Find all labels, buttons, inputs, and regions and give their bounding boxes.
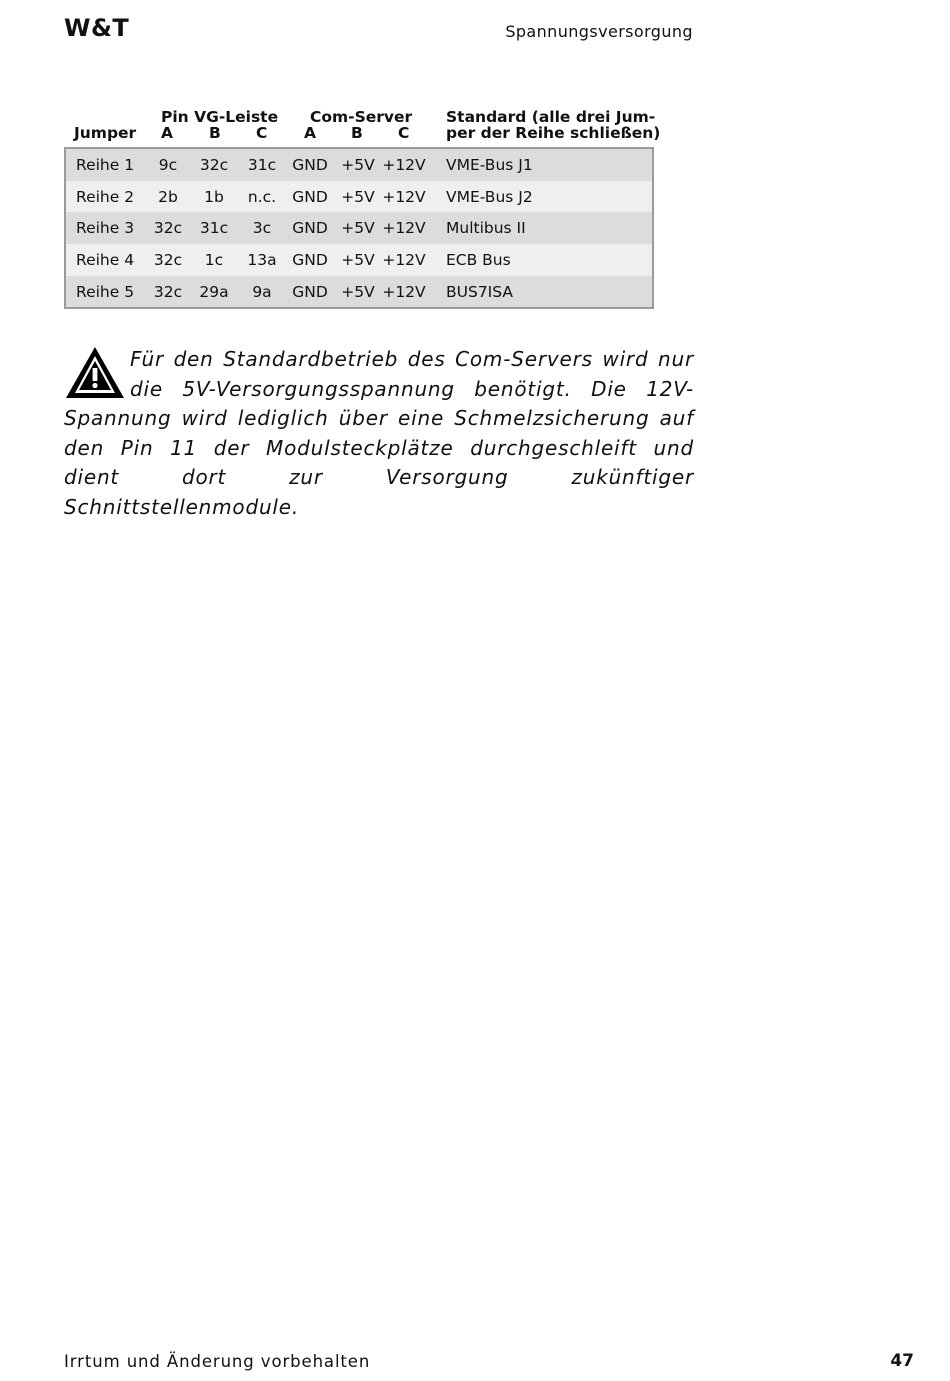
table-row (66, 276, 652, 308)
header-col-b: B (209, 124, 221, 142)
warning-icon (64, 345, 126, 401)
cell-b: 32c (199, 156, 229, 174)
cell-c: 3c (252, 219, 272, 238)
cell-server-c: +12V (382, 187, 426, 206)
cell-jumper: Reihe 4 (76, 251, 135, 270)
cell-standard: VME-Bus J1 (446, 156, 533, 174)
cell-server-a: GND (292, 282, 328, 301)
cell-a: 32c (153, 282, 183, 301)
cell-server-c: +12V (382, 282, 426, 301)
cell-c: 31c (247, 156, 277, 174)
cell-c: n.c. (247, 187, 277, 206)
section-title: Spannungsversorgung (505, 22, 693, 41)
cell-c: 13a (247, 251, 277, 270)
table-row (66, 181, 652, 213)
cell-jumper: Reihe 1 (76, 156, 135, 174)
header-col-c: C (256, 124, 268, 142)
cell-jumper: Reihe 2 (76, 187, 135, 206)
warning-note (64, 345, 694, 522)
header-col-server-b: B (351, 124, 363, 142)
header-jumper: Jumper (74, 124, 137, 142)
table-header (64, 107, 661, 147)
cell-server-c: +12V (382, 251, 426, 270)
cell-server-b: +5V (341, 251, 375, 270)
header-standard-line1: Standard (alle drei Jum- (446, 108, 656, 126)
cell-standard: VME-Bus J2 (446, 187, 533, 206)
footer-disclaimer: Irrtum und Änderung vorbehalten (64, 1352, 371, 1371)
header-standard-line2: per der Reihe schließen) (446, 124, 661, 142)
cell-jumper: Reihe 3 (76, 219, 135, 238)
cell-b: 31c (199, 219, 229, 238)
header-com-server: Com-Server (310, 108, 413, 126)
warning-text: Für den Standardbetrieb des Com-Servers wird nur die 5V-Versorgungsspannung benötigt. Die 12V-Spannung wird lediglich über eine Schmelzsicherung auf den Pin 11 der Modulsteckplätze durchgeschleift und dient dort zur Versorgung zukünftiger Schnittstellenmodule. (64, 347, 694, 519)
cell-a: 9c (158, 156, 178, 174)
cell-standard: Multibus II (446, 219, 526, 238)
cell-server-c: +12V (382, 156, 426, 174)
jumper-table (64, 107, 661, 309)
header-col-server-a: A (304, 124, 316, 142)
cell-server-a: GND (292, 156, 328, 174)
table-body (64, 147, 654, 309)
table-row (66, 212, 652, 244)
cell-b: 29a (199, 282, 229, 301)
company-logo: W&T (64, 14, 130, 42)
cell-server-b: +5V (341, 219, 375, 238)
cell-a: 32c (153, 219, 183, 238)
header-col-a: A (161, 124, 173, 142)
cell-server-b: +5V (341, 187, 375, 206)
cell-b: 1b (204, 187, 224, 206)
table-row (66, 244, 652, 276)
cell-c: 9a (252, 282, 272, 301)
cell-server-a: GND (292, 219, 328, 238)
cell-server-a: GND (292, 251, 328, 270)
header-col-server-c: C (398, 124, 410, 142)
cell-server-a: GND (292, 187, 328, 206)
cell-standard: ECB Bus (446, 251, 511, 270)
cell-server-b: +5V (341, 156, 375, 174)
table-row (66, 149, 652, 181)
page-number: 47 (890, 1351, 914, 1371)
cell-a: 32c (153, 251, 183, 270)
cell-jumper: Reihe 5 (76, 282, 135, 301)
cell-b: 1c (204, 251, 224, 270)
cell-a: 2b (158, 187, 178, 206)
cell-standard: BUS7ISA (446, 282, 513, 301)
cell-server-b: +5V (341, 282, 375, 301)
header-pin-vg: Pin VG-Leiste (161, 108, 279, 126)
cell-server-c: +12V (382, 219, 426, 238)
